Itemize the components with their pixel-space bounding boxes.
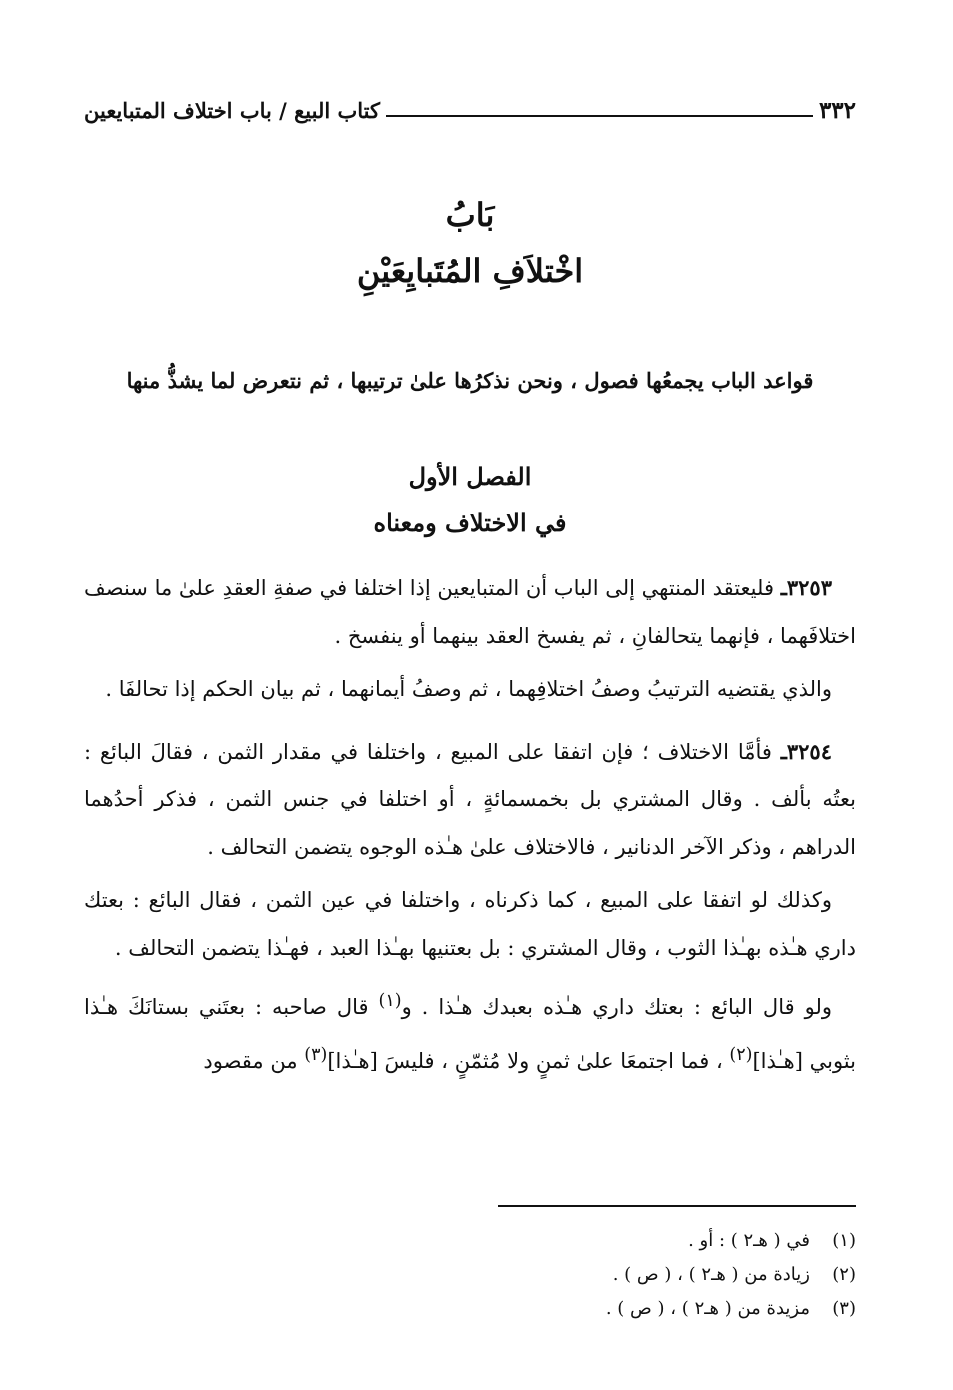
paragraph-3253 <box>84 564 856 660</box>
footnote-ref: (١) <box>378 991 402 1011</box>
paragraph-3254-continued: وكذلك لو اتفقا على المبيع ، كما ذكرناه ، واختلفا في عين الثمن ، فقال البائع : بعتك داري هـٰذه بهـٰذا الثوب ، وقال المشتري : بل بعتنيها بهـٰذا العبد ، فهـٰذا يتضمن التحالف . <box>84 888 856 960</box>
footnote <box>84 1258 856 1292</box>
footnote-text: مزيدة من ( هـ٢ ) ، ( ص ) . <box>605 1298 810 1319</box>
body-text <box>84 564 856 1085</box>
paragraph-text: فأمَّا الاختلاف ؛ فإن اتفقا على المبيع ، واختلفا في مقدار الثمن ، فقالَ البائع : بعتُه بألف . وقال المشتري بل بخمسمائةٍ ، أو اختلفا في جنس الثمن ، فذكر أحدُهما الدراهم ، وذكر الآخر الدنانير ، فالاختلاف علىٰ هـٰذه الوجوه يتضمن التحالف . <box>84 739 856 859</box>
paragraph-text: قال صاحبه : بعتَني بستانَكَ هـٰذا بثوبي [هـٰذا] <box>84 995 856 1073</box>
chapter-intro: قواعد الباب يجمعُها فصول ، ونحن نذكرُها علىٰ ترتيبها ، ثم نتعرض لما يشذُّ منها <box>126 368 814 393</box>
footnote <box>84 1224 856 1258</box>
footnote-ref: (٣) <box>304 1044 328 1065</box>
page-number: ٣٣٢ <box>818 96 856 124</box>
footnote-rule <box>498 1205 856 1207</box>
footnote-number: (٢) <box>832 1264 856 1285</box>
footnote-text: زيادة من ( هـ٢ ) ، ( ص ) . <box>612 1264 810 1285</box>
footnote-number: (٣) <box>832 1298 856 1319</box>
footnote-number: (١) <box>832 1230 856 1251</box>
section-subtitle: في الاختلاف ومعناه <box>373 508 567 537</box>
paragraph-number: ٣٢٥٤ـ <box>780 738 832 764</box>
running-title: كتاب البيع / باب اختلاف المتبايعين <box>84 97 381 123</box>
footnotes <box>84 1224 856 1326</box>
footnote <box>84 1292 856 1326</box>
header-rule <box>386 115 813 117</box>
paragraph-final <box>84 978 856 1085</box>
footnote-ref: (٢) <box>729 1044 753 1065</box>
paragraph-3254 <box>84 728 856 872</box>
paragraph-number: ٣٢٥٣ـ <box>780 575 832 600</box>
running-header <box>84 92 856 128</box>
paragraph-text: من مقصود <box>203 1048 305 1073</box>
footnote-text: في ( هـ٢ ) : أو . <box>688 1230 810 1251</box>
paragraph-3253-continued: والذي يقتضيه الترتيبُ وصفُ اختلافِهما ، ثم وصفُ أيمانهما ، ثم بيان الحكم إذا تحالفَا . <box>105 677 832 701</box>
section-heading: الفصل الأول <box>408 462 532 491</box>
paragraph-text: فليعتقد المنتهي إلى الباب أن المتبايعين إذا اختلفا في صفةِ العقدِ علىٰ ما سنصف اختلافَهما ، فإنهما يتحالفانِ ، ثم يفسخ العقد بينهما أو ينفسخ . <box>84 576 856 648</box>
paragraph-text: ولو قال البائع : بعتك داري هـٰذه بعبدك هـٰذا . و <box>401 995 832 1019</box>
chapter-title: اخْتلاَفِ المُتَبايِعَيْنِ <box>356 252 584 290</box>
chapter-label: بَابُ <box>445 196 495 234</box>
paragraph-text: ، فما اجتمعَا علىٰ ثمنٍ ولا مُثمّنٍ ، فليسَ [هـٰذا] <box>327 1048 730 1073</box>
